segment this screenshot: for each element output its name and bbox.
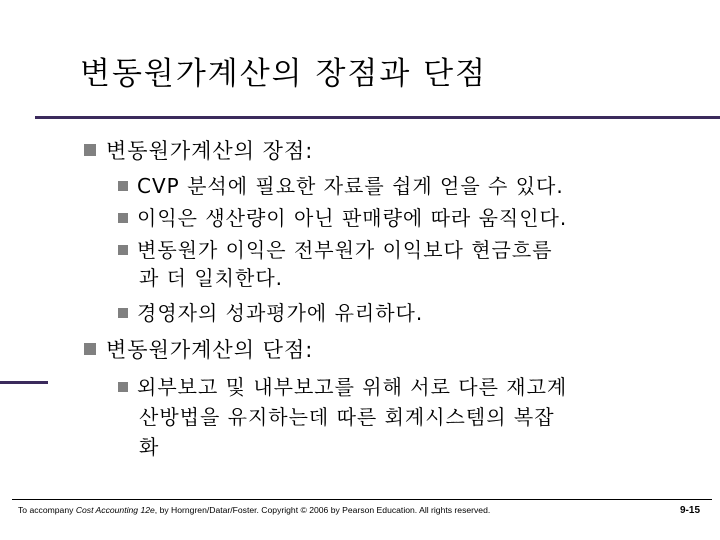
square-bullet-icon bbox=[118, 181, 128, 191]
square-bullet-icon bbox=[118, 382, 128, 392]
square-bullet-icon bbox=[84, 343, 96, 355]
sub-bullet-continuation: 산방법을 유지하는데 따른 회계시스템의 복잡 bbox=[139, 405, 555, 429]
title-underline bbox=[35, 116, 720, 119]
sub-bullet-text: CVP 분석에 필요한 자료를 쉽게 얻을 수 있다. bbox=[137, 174, 564, 198]
footer-prefix: To accompany bbox=[18, 505, 76, 515]
square-bullet-icon bbox=[118, 308, 128, 318]
slide-title: 변동원가계산의 장점과 단점 bbox=[80, 56, 488, 92]
sub-bullet bbox=[118, 202, 567, 231]
footer-divider bbox=[12, 499, 712, 500]
bullet-text: 변동원가계산의 장점: bbox=[106, 139, 314, 163]
sub-bullet bbox=[118, 234, 553, 263]
sub-bullet-continuation: 과 더 일치한다. bbox=[139, 266, 283, 290]
sub-bullet-text: 경영자의 성과평가에 유리하다. bbox=[137, 301, 424, 325]
square-bullet-icon bbox=[118, 245, 128, 255]
sub-bullet-text: 외부보고 및 내부보고를 위해 서로 다른 재고계 bbox=[137, 375, 568, 399]
sub-bullet bbox=[118, 297, 423, 326]
bullet-text: 변동원가계산의 단점: bbox=[106, 338, 314, 362]
sub-bullet-text: 변동원가 이익은 전부원가 이익보다 현금흐름 bbox=[137, 238, 553, 262]
footer-suffix: , by Horngren/Datar/Foster. Copyright © 2006 by Pearson Education. All rights reserved. bbox=[154, 505, 491, 515]
square-bullet-icon bbox=[84, 144, 96, 156]
left-margin-band bbox=[0, 0, 28, 383]
sub-bullet bbox=[118, 371, 567, 400]
sub-bullet-text: 이익은 생산량이 아닌 판매량에 따라 움직인다. bbox=[137, 206, 568, 230]
square-bullet-icon bbox=[118, 213, 128, 223]
bullet-disadvantages bbox=[84, 334, 313, 364]
sub-bullet-continuation: 화 bbox=[139, 435, 160, 459]
left-accent-line bbox=[0, 381, 48, 384]
bullet-advantages bbox=[84, 135, 313, 165]
footer-copyright bbox=[18, 505, 490, 515]
sub-bullet bbox=[118, 170, 564, 199]
page-number: 9-15 bbox=[679, 505, 700, 516]
footer-book-title: Cost Accounting 12e bbox=[75, 505, 155, 515]
